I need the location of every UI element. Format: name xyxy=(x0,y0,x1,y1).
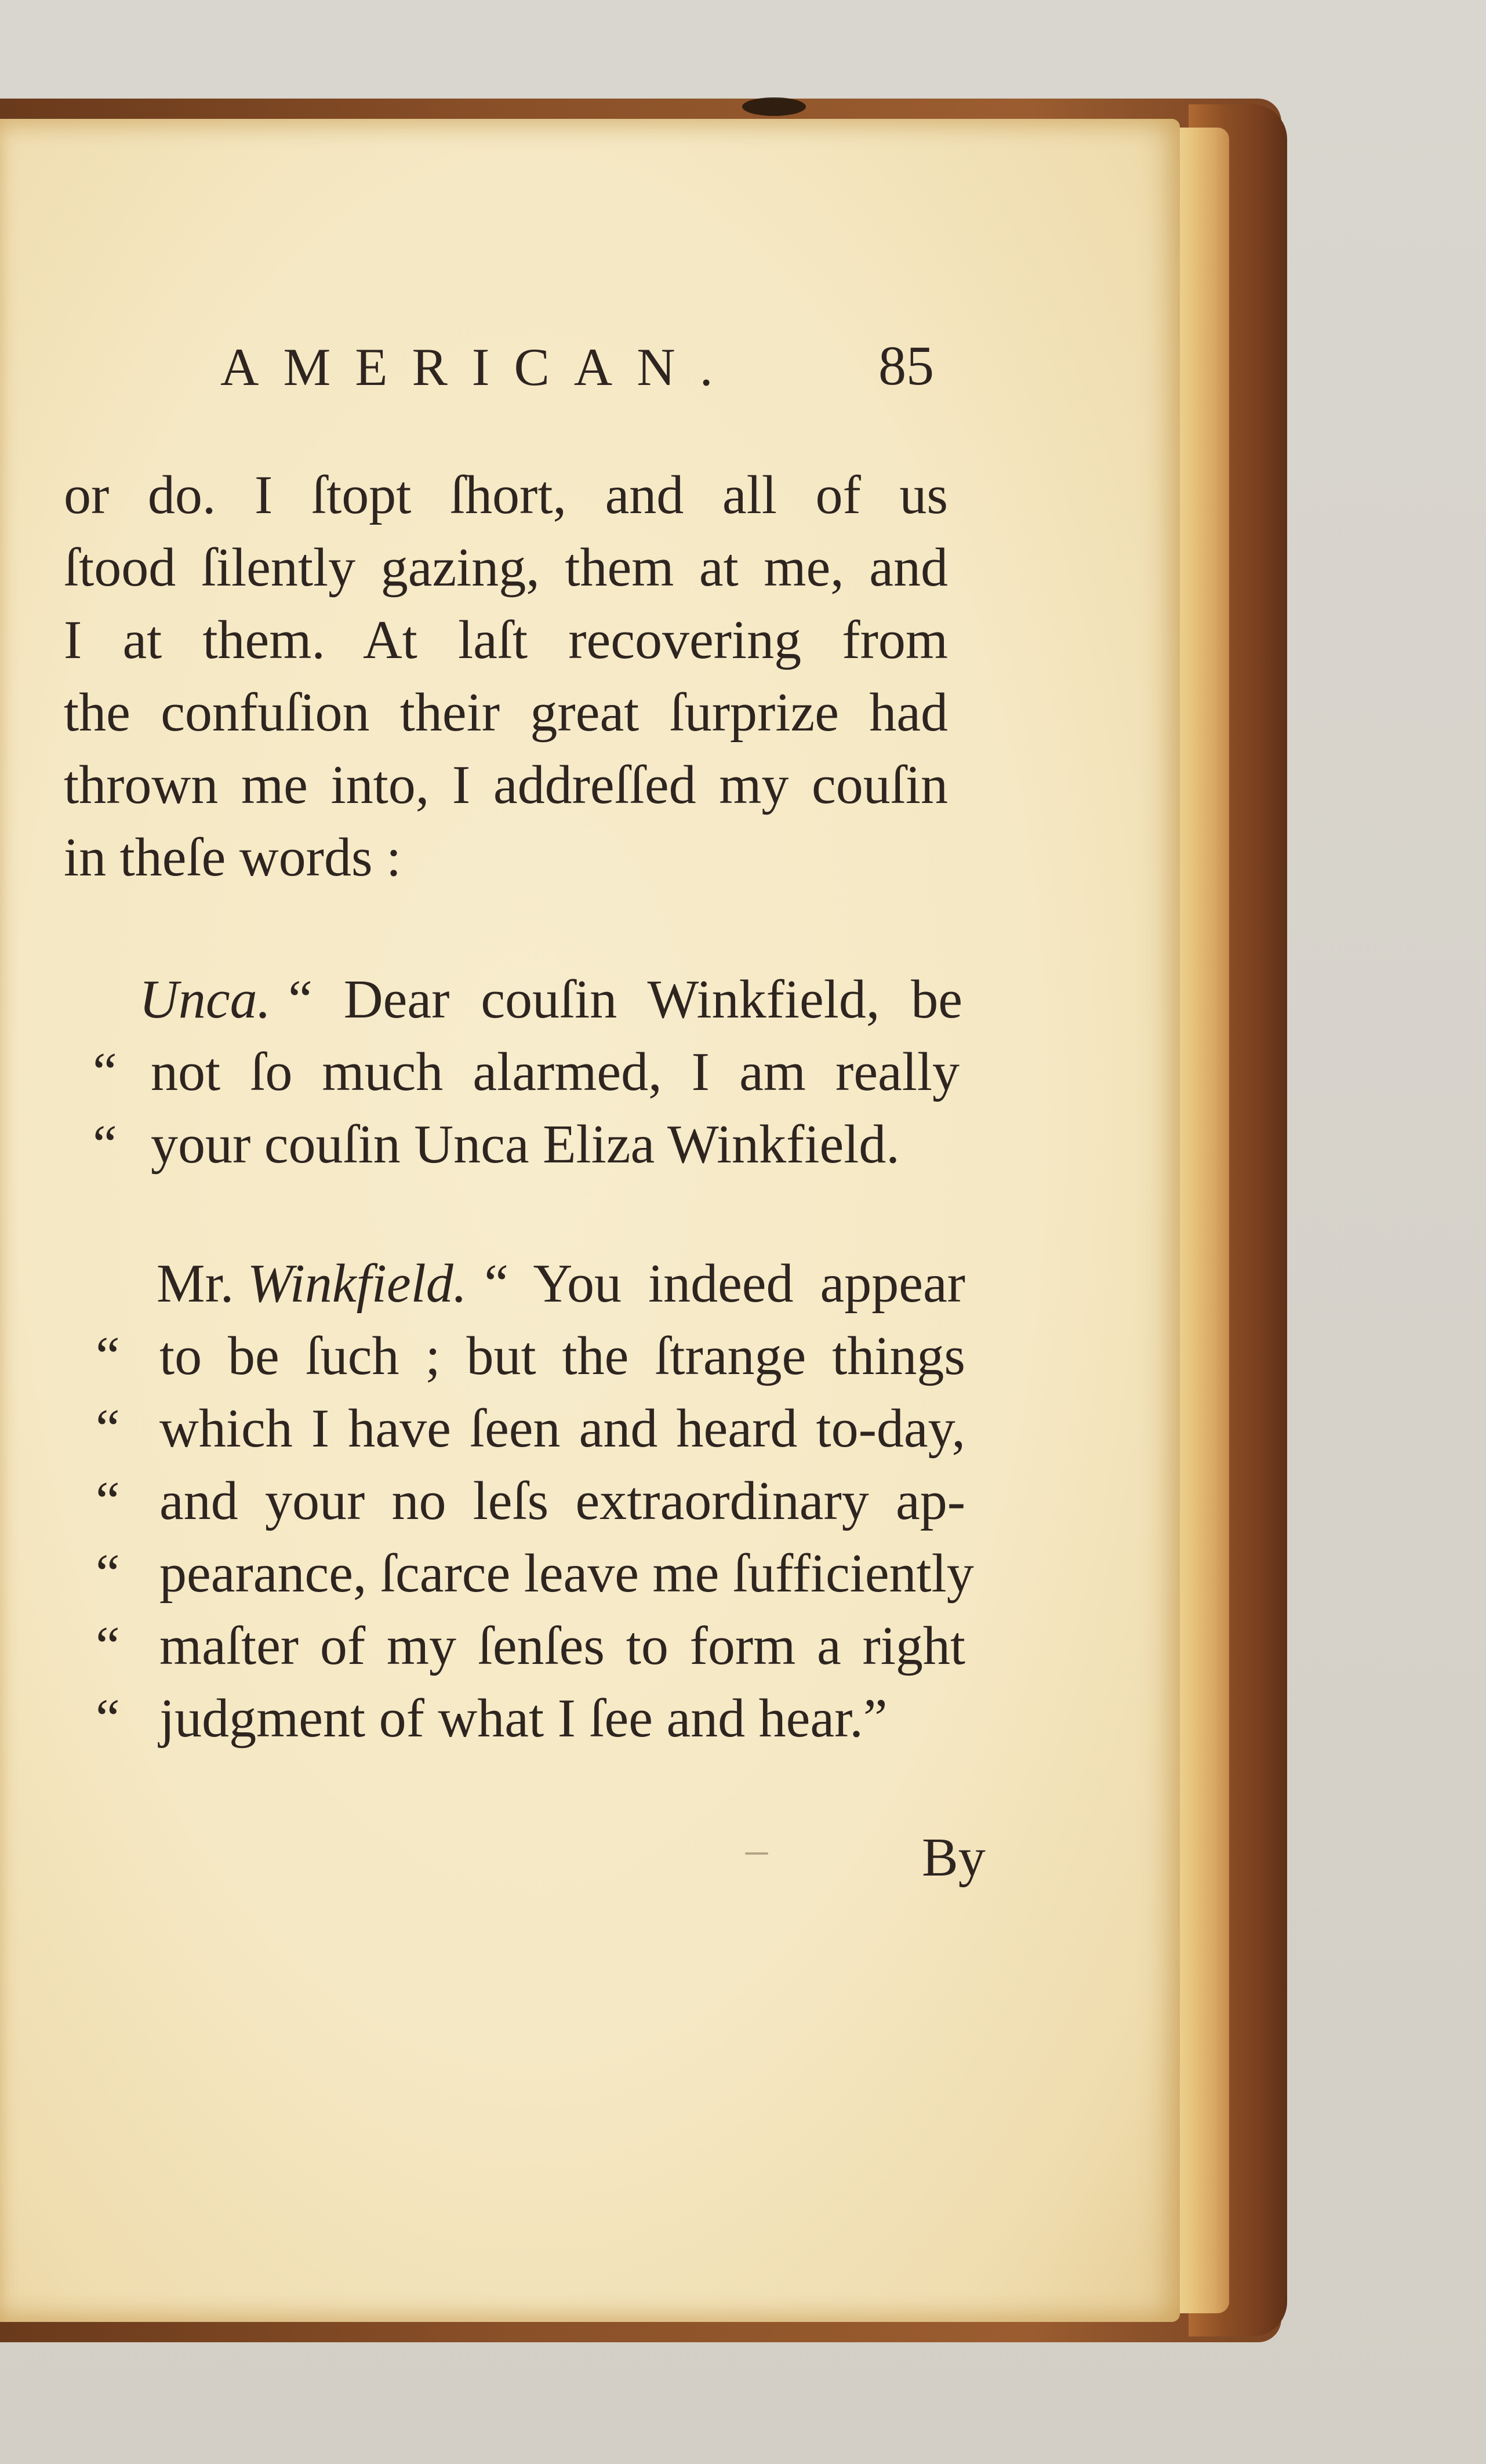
speaker-prefix: Mr. xyxy=(157,1253,248,1314)
speech-text: “ You indeed appear xyxy=(484,1253,965,1314)
body-line: the confuſion their great ſurprize had xyxy=(64,682,948,743)
binding-tab xyxy=(742,97,806,116)
body-line: ſtood ſilently gazing, them at me, and xyxy=(64,537,948,598)
body-line: I at them. At laſt recovering from xyxy=(64,610,948,670)
quote-mark: “ xyxy=(96,1471,120,1531)
speech-line: judgment of what I ſee and hear.” xyxy=(159,1688,888,1749)
speech-line: maſter of my ſenſes to form a right xyxy=(159,1616,965,1676)
speech-line: pearance, ſcarce leave me ſufficiently xyxy=(159,1543,974,1604)
quote-mark: “ xyxy=(96,1688,120,1749)
quote-mark: “ xyxy=(96,1326,120,1386)
quote-mark: “ xyxy=(93,1042,117,1102)
page-number: 85 xyxy=(878,335,934,397)
quote-mark: “ xyxy=(93,1114,117,1175)
running-title: AMERICAN. xyxy=(220,337,737,397)
body-line: or do. I ſtopt ſhort, and all of us xyxy=(64,465,948,525)
speech-line: to be ſuch ; but the ſtrange things xyxy=(159,1326,965,1386)
speech-line: and your no leſs extraordinary ap- xyxy=(159,1471,965,1531)
ink-dash xyxy=(745,1852,768,1855)
quote-mark: “ xyxy=(96,1398,120,1459)
speaker-name: Unca. xyxy=(139,969,271,1030)
speech-text: “ Dear couſin Winkfield, be xyxy=(288,969,962,1030)
speech-line-1 xyxy=(139,968,962,1031)
speech-line: your couſin Unca Eliza Winkfield. xyxy=(151,1114,900,1175)
quote-mark: “ xyxy=(96,1616,120,1676)
book-page xyxy=(0,119,1180,2322)
speech-line-1 xyxy=(157,1252,965,1315)
body-line: thrown me into, I addreſſed my couſin xyxy=(64,755,948,815)
quote-mark: “ xyxy=(96,1543,120,1604)
catchword: By xyxy=(922,1827,986,1888)
speech-line: not ſo much alarmed, I am really xyxy=(151,1042,960,1102)
speech-line: which I have ſeen and heard to-day, xyxy=(159,1398,965,1459)
speaker-name: Winkfield. xyxy=(247,1253,467,1314)
body-line: in theſe words : xyxy=(64,827,402,888)
